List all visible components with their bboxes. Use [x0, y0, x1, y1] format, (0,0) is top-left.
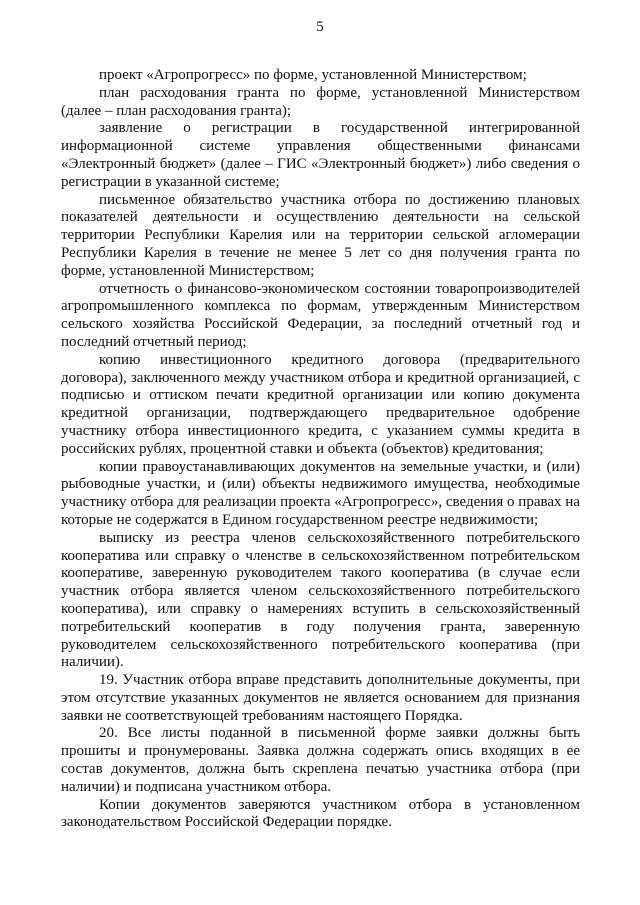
paragraph: копию инвестиционного кредитного договора (предварительного договора), заключенного между участником отбора и кредитной организацией, с подписью и оттиском печати кредитной организации или копию документа кредитной организации, подтверждающего предварительное одобрение участнику отбора инвестиционного кредита, с указанием суммы кредита в российских рублях, процентной ставки и объекта (объектов) кредитования; [61, 351, 580, 457]
document-body [61, 67, 580, 832]
paragraph: 19. Участник отбора вправе представить дополнительные документы, при этом отсутствие указанных документов не является основанием для признания заявки не соответствующей требованиям настоящего Порядка. [61, 672, 580, 724]
paragraph: проект «Агропрогресс» по форме, установленной Министерством; [99, 67, 527, 83]
paragraph: копии правоустанавливающих документов на земельные участки, и (или) рыбоводные участки, и (или) объекты недвижимого имущества, необходимые участнику отбора для реализации проекта «Агропрогресс», сведения о правах на которые не содержатся в Едином государственном реестре недвижимости; [61, 458, 580, 528]
paragraph: отчетность о финансово-экономическом состоянии товаропроизводителей агропромышленного комплекса по формам, утвержденным Министерством сельского хозяйства Российской Федерации, за последний отчетный год и последний отчетный период; [61, 280, 580, 350]
paragraph: план расходования гранта по форме, установленной Министерством (далее – план расходования гранта); [61, 84, 580, 119]
paragraph: заявление о регистрации в государственной интегрированной информационной системе управления общественными финансами «Электронный бюджет» (далее – ГИС «Электронный бюджет») либо сведения о регистрации в указанной системе; [61, 120, 580, 190]
page-number: 5 [316, 19, 324, 35]
paragraph: 20. Все листы поданной в письменной форме заявки должны быть прошиты и пронумерованы. Заявка должна содержать опись входящих в ее состав документов, должна быть скреплена печатью участника отбора (при наличии) и подписана участником отбора. [61, 725, 580, 795]
paragraph: письменное обязательство участника отбора по достижению плановых показателей деятельности и осуществлению деятельности на сельской территории Республики Карелия или на территории сельской агломерации Республики Карелия в течение не менее 5 лет со дня получения гранта по форме, установленной Министерством; [61, 191, 580, 279]
paragraph: Копии документов заверяются участником отбора в установленном законодательством Российской Федерации порядке. [61, 796, 580, 831]
paragraph: выписку из реестра членов сельскохозяйственного потребительского кооператива или справку о членстве в сельскохозяйственном потребительском кооперативе, заверенную руководителем такого кооператива (в случае если участник отбора является членом сельскохозяйственного потребительского кооператива), или справку о намерениях вступить в сельскохозяйственный потребительский кооператив в году получения гранта, заверенную руководителем сельскохозяйственного потребительского кооператива (при наличии). [61, 529, 580, 671]
